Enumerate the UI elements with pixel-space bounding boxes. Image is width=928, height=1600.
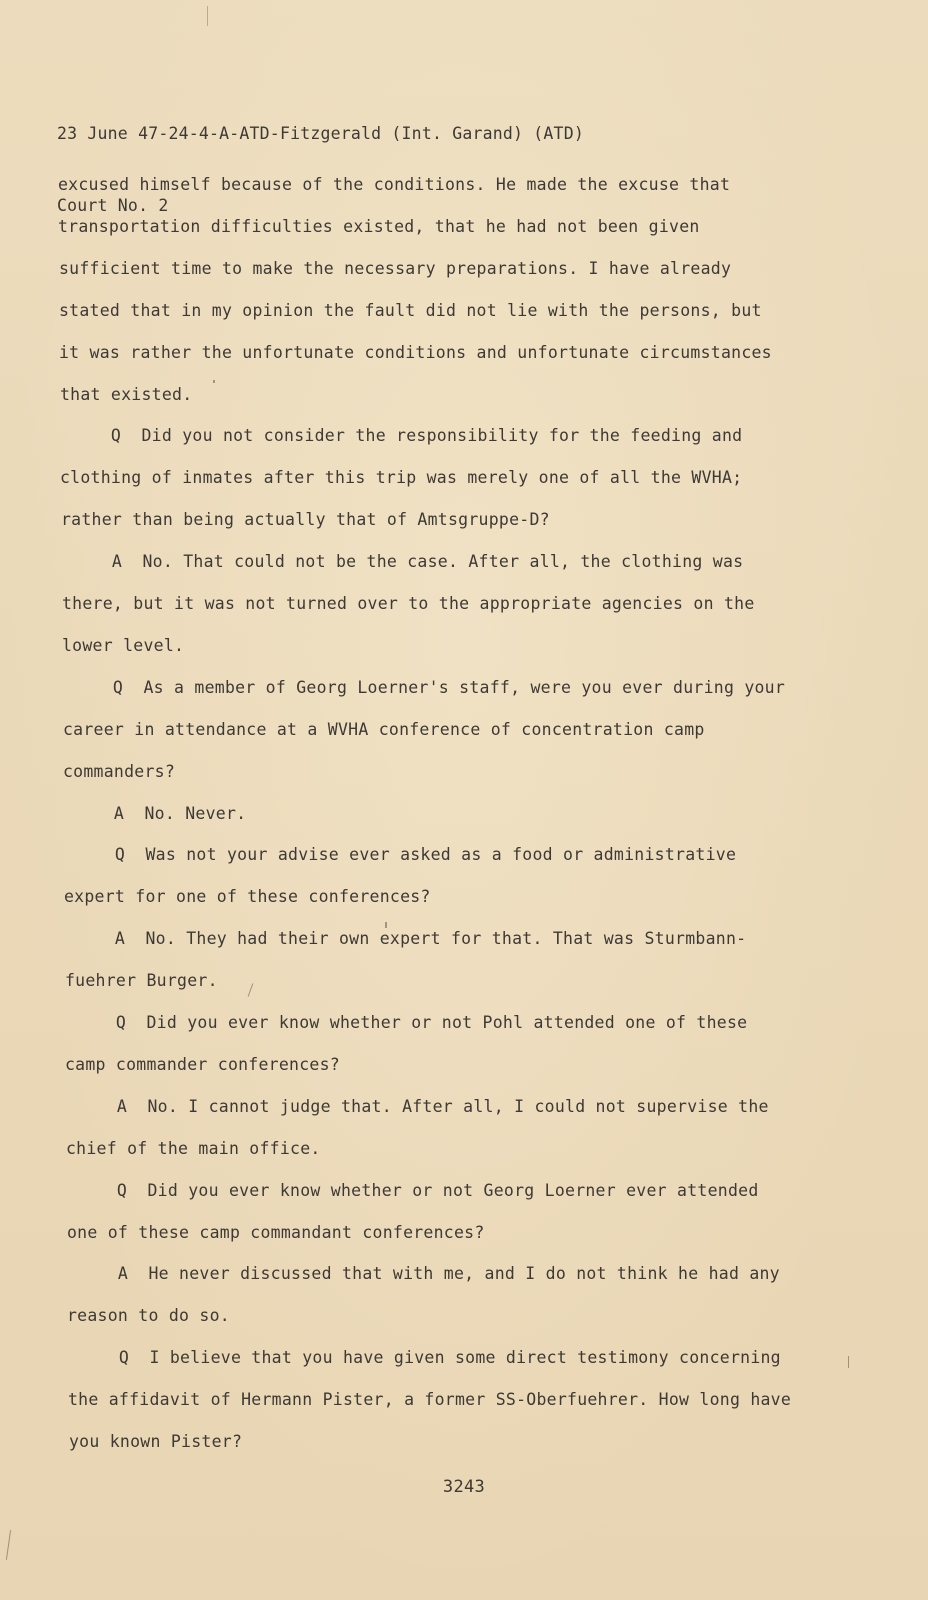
page-number: 3243: [442, 1477, 486, 1497]
ink-speck: [6, 1530, 11, 1560]
transcript-line: excused himself because of the conditions. He made the excuse that: [58, 175, 731, 194]
transcript-line: Q I believe that you have given some direct testimony concerning: [68, 1348, 781, 1368]
transcript-line: that existed.: [60, 384, 193, 404]
transcript-line: Q Was not your advise ever asked as a food or administrative: [64, 845, 737, 865]
transcript-line: camp commander conferences?: [65, 1054, 340, 1074]
transcript-line: transportation difficulties existed, that he had not been given: [58, 216, 700, 236]
transcript-line: A No. They had their own expert for that. That was Sturmbann-: [64, 929, 747, 949]
transcript-line: A He never discussed that with me, and I do not think he had any: [67, 1264, 780, 1284]
transcript-line: A No. I cannot judge that. After all, I could not supervise the: [66, 1096, 769, 1116]
transcript-line: A No. Never.: [63, 803, 247, 823]
ink-speck: [385, 922, 387, 928]
transcript-line: fuehrer Burger.: [65, 971, 218, 991]
transcript-line: it was rather the unfortunate conditions and unfortunate circumstances: [59, 342, 772, 362]
transcript-line: the affidavit of Hermann Pister, a former SS-Oberfuehrer. How long have: [68, 1390, 792, 1410]
transcript-line: reason to do so.: [67, 1306, 230, 1326]
transcript-line: Q Did you ever know whether or not Georg Loerner ever attended: [66, 1180, 759, 1200]
fold-mark: [207, 6, 208, 26]
header-case-line: 23 June 47-24-4-A-ATD-Fitzgerald (Int. Garand) (ATD): [57, 124, 584, 143]
transcript-line: stated that in my opinion the fault did not lie with the persons, but: [59, 300, 762, 320]
header-court-line: Court No. 2: [57, 196, 169, 215]
transcript-line: commanders?: [63, 761, 176, 781]
transcript-line: Q Did you not consider the responsibility for the feeding and: [60, 426, 743, 446]
transcript-line: sufficient time to make the necessary preparations. I have already: [59, 258, 732, 278]
transcript-line: rather than being actually that of Amtsgruppe-D?: [61, 510, 550, 530]
transcript-line: one of these camp commandant conferences?: [67, 1222, 485, 1242]
ink-speck: [248, 983, 254, 996]
transcript-line: clothing of inmates after this trip was merely one of all the WVHA;: [60, 468, 743, 488]
transcript-line: lower level.: [62, 635, 185, 655]
transcript-line: A No. That could not be the case. After all, the clothing was: [61, 552, 744, 572]
transcript-line: you known Pister?: [69, 1432, 243, 1451]
transcript-line: chief of the main office.: [66, 1138, 321, 1158]
ink-speck: [848, 1356, 849, 1368]
ink-speck: [213, 380, 215, 383]
transcript-line: Q As a member of Georg Loerner's staff, were you ever during your: [62, 677, 786, 697]
transcript-line: Q Did you ever know whether or not Pohl attended one of these: [65, 1013, 748, 1032]
transcript-line: expert for one of these conferences?: [64, 887, 431, 907]
transcript-line: career in attendance at a WVHA conference of concentration camp: [63, 719, 705, 739]
transcript-line: there, but it was not turned over to the appropriate agencies on the: [62, 594, 755, 613]
